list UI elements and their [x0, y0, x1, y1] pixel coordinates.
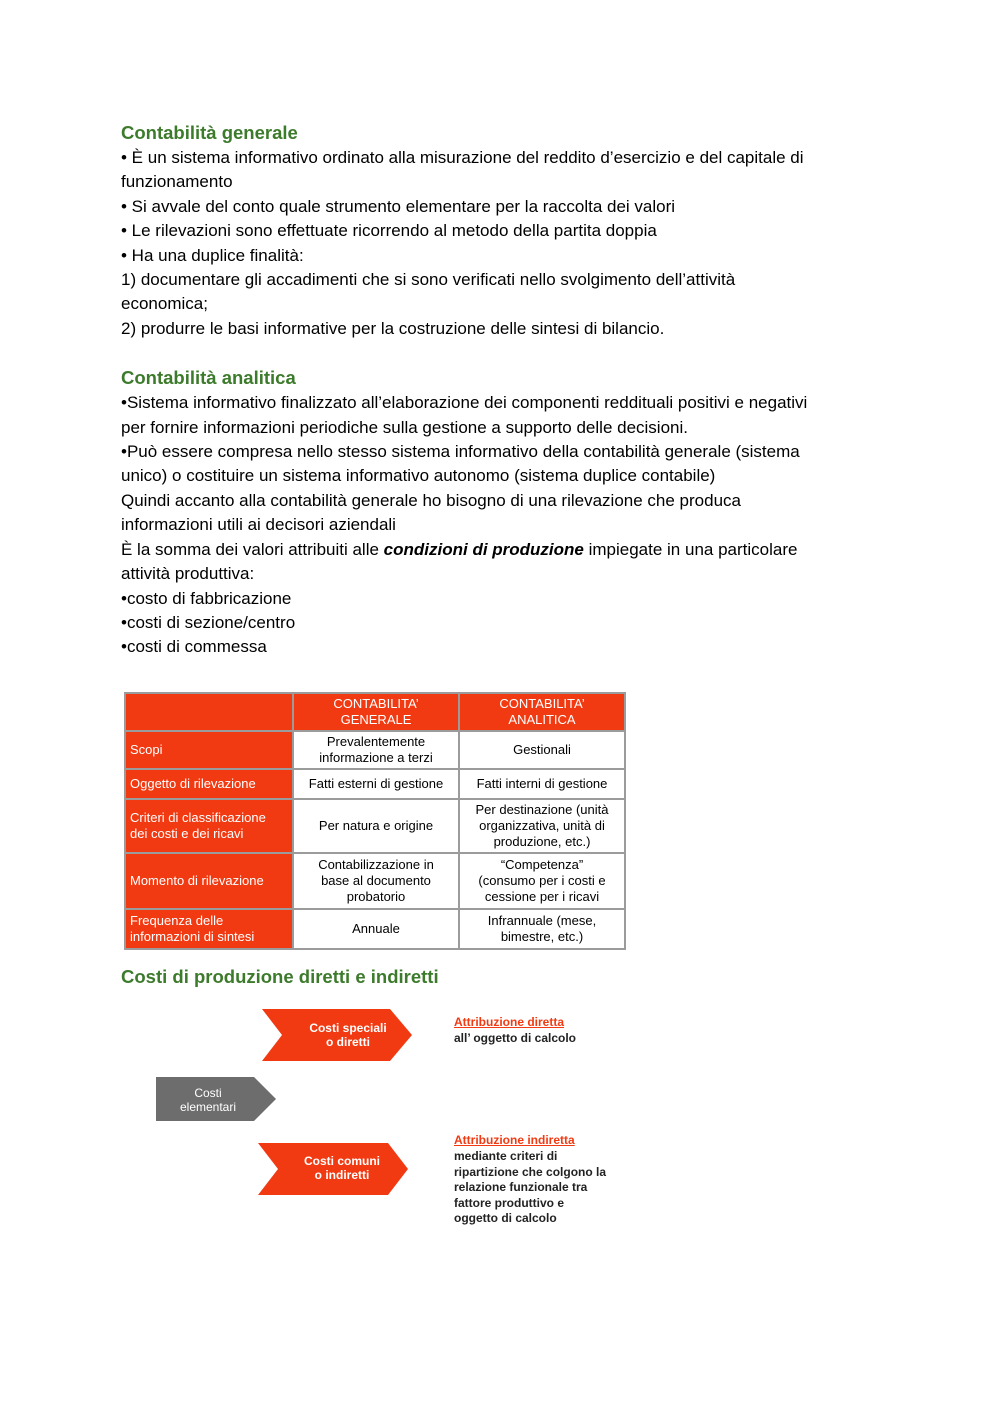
arrow-label-line: Costi speciali: [309, 1021, 387, 1035]
cell-line: Contabilizzazione in: [318, 857, 434, 872]
row-label-line: informazioni di sintesi: [130, 929, 255, 944]
note-line: oggetto di calcolo: [454, 1211, 557, 1226]
cell-generale: [293, 853, 459, 909]
note-line: all’ oggetto di calcolo: [454, 1031, 577, 1045]
row-label-line: Oggetto di rilevazione: [130, 776, 256, 791]
arrow-label-line: Costi: [194, 1086, 222, 1100]
text-line: 1) documentare gli accadimenti che si sono verificati nello svolgimento dell’attività: [121, 270, 736, 290]
arrow-label-line: o diretti: [326, 1035, 370, 1049]
text-line: • Le rilevazioni sono effettuate ricorrendo al metodo della partita doppia: [121, 221, 657, 241]
row-label: [125, 769, 293, 799]
arrow-label-line: elementari: [179, 1100, 237, 1114]
cell-generale: [293, 769, 459, 799]
text-line: economica;: [121, 294, 208, 314]
bottom-arrow-label: [290, 1154, 394, 1182]
cell-analitica: [459, 769, 625, 799]
header-line: GENERALE: [340, 712, 412, 727]
arrow-label-line: Costi comuni: [303, 1154, 380, 1168]
top-arrow-label: [298, 1021, 398, 1049]
cell-line: (consumo per i costi e: [478, 873, 606, 888]
cost-attribution-diagram: [150, 1005, 650, 1245]
cell-analitica: [459, 853, 625, 909]
bottom-note-text: [454, 1149, 606, 1227]
section-title-costi-produzione: Costi di produzione diretti e indiretti: [121, 966, 439, 987]
cell-line: produzione, etc.): [493, 834, 591, 849]
row-label-line: Scopi: [130, 742, 163, 757]
top-note-text: [454, 1031, 576, 1047]
text-line: • Ha una duplice finalità:: [121, 245, 304, 265]
section-title-contabilita-generale: Contabilità generale: [121, 122, 298, 143]
text-line: •Sistema informativo finalizzato all’elaborazione dei componenti reddituali positivi e negativi: [121, 393, 808, 413]
cell-generale: [293, 909, 459, 949]
row-label-line: Criteri di classificazione: [130, 810, 266, 825]
cell-line: base al documento: [321, 873, 431, 888]
note-line: fattore produttivo e: [454, 1195, 564, 1210]
text-line: per fornire informazioni periodiche sulla gestione a supporto delle decisioni.: [121, 417, 688, 437]
header-line: ANALITICA: [508, 712, 576, 727]
note-line: relazione funzionale tra: [454, 1180, 588, 1195]
cell-analitica: [459, 909, 625, 949]
text-line: 2) produrre le basi informative per la costruzione delle sintesi di bilancio.: [121, 318, 665, 338]
table-header-row: [125, 693, 625, 731]
cell-analitica: [459, 799, 625, 853]
text-line: Quindi accanto alla contabilità generale ho bisogno di una rilevazione che produca: [121, 490, 741, 510]
table-row: [125, 731, 625, 769]
cell-line: cessione per i ricavi: [484, 889, 600, 904]
cell-line: Annuale: [352, 921, 400, 936]
text-line: •Può essere compresa nello stesso sistema informativo della contabilità generale (sistema: [121, 442, 800, 462]
header-line: CONTABILITA’: [333, 696, 419, 711]
text-line: •costo di fabbricazione: [121, 588, 292, 608]
text-line: informazioni utili ai decisori aziendali: [121, 515, 396, 535]
table-row: [125, 799, 625, 853]
section2-lines: [121, 391, 881, 537]
cell-line: Fatti esterni di gestione: [308, 776, 444, 791]
row-label: [125, 909, 293, 949]
comparison-table-wrap: [124, 692, 626, 950]
bottom-note-title: Attribuzione indiretta: [454, 1133, 575, 1147]
sentence-bold: condizioni di produzione: [383, 539, 584, 559]
text-line: • È un sistema informativo ordinato alla misurazione del reddito d’esercizio e del capitale di: [121, 148, 804, 167]
cell-generale: [293, 799, 459, 853]
cell-line: Gestionali: [513, 742, 571, 757]
text-line: unico) o costituire un sistema informativo autonomo (sistema duplice contabile): [121, 466, 716, 486]
section1-lines: [121, 146, 881, 341]
note-line: mediante criteri di: [454, 1149, 558, 1163]
cell-analitica: [459, 731, 625, 769]
comparison-table: [124, 692, 626, 950]
cell-line: Prevalentemente: [326, 734, 426, 749]
header-contabilita-analitica: [459, 693, 625, 731]
header-contabilita-generale: [293, 693, 459, 731]
section3: [121, 964, 881, 990]
row-label: [125, 731, 293, 769]
left-arrow-label: [158, 1086, 258, 1114]
cell-line: bimestre, etc.): [500, 929, 584, 944]
section2-lines-2: [121, 562, 881, 660]
text-line: •costi di sezione/centro: [121, 612, 296, 632]
row-label: [125, 799, 293, 853]
text-line: •costi di commessa: [121, 637, 267, 657]
row-label-line: dei costi e dei ricavi: [130, 826, 244, 841]
table-row: [125, 909, 625, 949]
cell-line: “Competenza”: [500, 857, 584, 872]
table-corner-cell: [125, 693, 293, 731]
cell-generale: [293, 731, 459, 769]
top-note-title: Attribuzione diretta: [454, 1015, 564, 1029]
cell-line: Per destinazione (unità: [475, 802, 609, 817]
header-line: CONTABILITA’: [499, 696, 585, 711]
row-label: [125, 853, 293, 909]
cell-line: Fatti interni di gestione: [476, 776, 608, 791]
cell-line: Per natura e origine: [318, 818, 434, 833]
table-row: [125, 769, 625, 799]
cell-line: organizzativa, unità di: [479, 818, 605, 833]
cell-line: informazione a terzi: [319, 750, 433, 765]
note-line: ripartizione che colgono la: [454, 1164, 607, 1179]
sentence-post: impiegate in una particolare: [583, 539, 798, 559]
document-body: [121, 120, 881, 660]
arrow-label-line: o indiretti: [314, 1168, 370, 1182]
section-title-contabilita-analitica: Contabilità analitica: [121, 367, 296, 389]
sentence-pre: È la somma dei valori attribuiti alle: [121, 539, 384, 559]
row-label-line: Momento di rilevazione: [130, 873, 264, 888]
text-line: funzionamento: [121, 172, 233, 192]
cell-line: probatorio: [346, 889, 406, 904]
table-row: [125, 853, 625, 909]
text-line: attività produttiva:: [121, 564, 255, 584]
row-label-line: Frequenza delle: [130, 913, 224, 928]
text-line: • Si avvale del conto quale strumento elementare per la raccolta dei valori: [121, 196, 676, 216]
sentence-condizioni: [121, 538, 881, 562]
cell-line: Infrannuale (mese,: [487, 913, 597, 928]
